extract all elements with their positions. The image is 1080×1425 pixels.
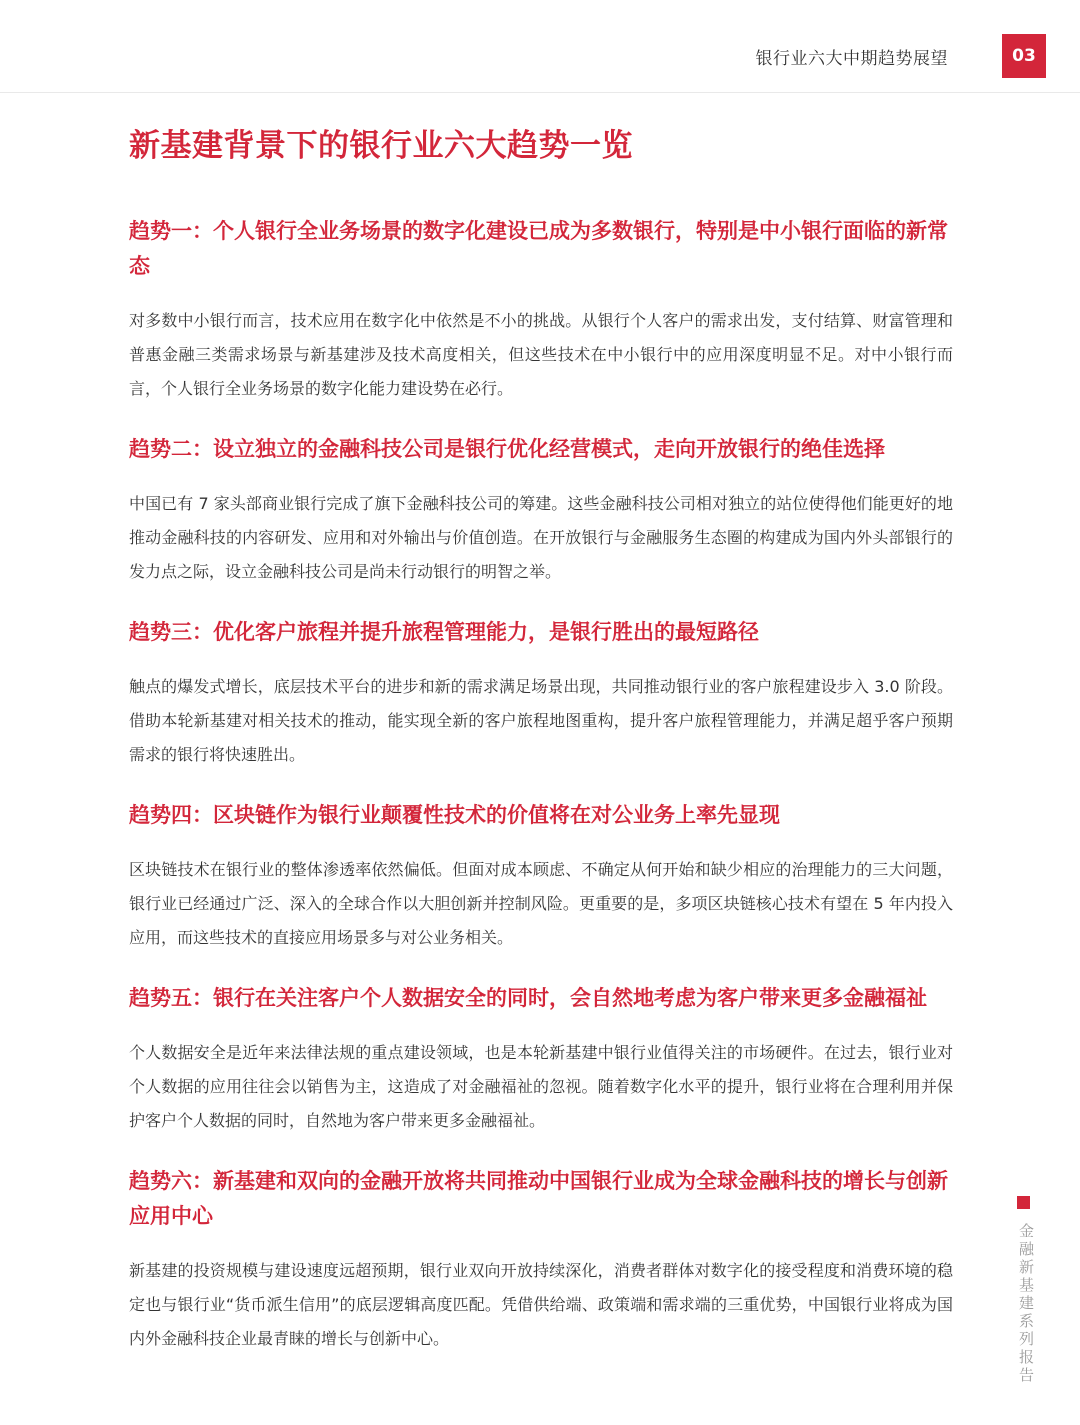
trend-section-6 (129, 1164, 953, 1356)
trend-section-2 (129, 432, 953, 589)
main-content (129, 124, 953, 1382)
page-number-badge: 03 (1002, 34, 1046, 78)
trend-title: 趋势三：优化客户旅程并提升旅程管理能力，是银行胜出的最短路径 (129, 620, 759, 644)
trend-title: 趋势四：区块链作为银行业颠覆性技术的价值将在对公业务上率先显现 (129, 803, 780, 827)
trend-section-5 (129, 981, 953, 1138)
trend-body: 中国已有 7 家头部商业银行完成了旗下金融科技公司的筹建。这些金融科技公司相对独立的站位使得他们能更好的地推动金融科技的内容研发、应用和对外输出与价值创造。在开放银行与金融服务生态圈的构建成为国内外头部银行的发力点之际，设立金融科技公司是尚未行动银行的明智之举。 (129, 494, 953, 581)
trend-title: 趋势五：银行在关注客户个人数据安全的同时，会自然地考虑为客户带来更多金融福祉 (129, 986, 927, 1010)
trend-body: 对多数中小银行而言，技术应用在数字化中依然是不小的挑战。从银行个人客户的需求出发，支付结算、财富管理和普惠金融三类需求场景与新基建涉及技术高度相关，但这些技术在中小银行中的应用深度明显不足。对中小银行而言，个人银行全业务场景的数字化能力建设势在必行。 (129, 311, 953, 398)
side-series-label (1013, 1196, 1043, 1385)
trend-body: 区块链技术在银行业的整体渗透率依然偏低。但面对成本顾虑、不确定从何开始和缺少相应的治理能力的三大问题，银行业已经通过广泛、深入的全球合作以大胆创新并控制风险。更重要的是，多项区块链核心技术有望在 5 年内投入应用，而这些技术的直接应用场景多与对公业务相关。 (129, 860, 953, 947)
trend-title: 趋势二：设立独立的金融科技公司是银行优化经营模式，走向开放银行的绝佳选择 (129, 437, 885, 461)
trend-title: 趋势六：新基建和双向的金融开放将共同推动中国银行业成为全球金融科技的增长与创新应用中心 (129, 1169, 948, 1228)
trend-body: 个人数据安全是近年来法律法规的重点建设领域，也是本轮新基建中银行业值得关注的市场硬件。在过去，银行业对个人数据的应用往往会以销售为主，这造成了对金融福祉的忽视。随着数字化水平的提升，银行业将在合理利用并保护客户个人数据的同时，自然地为客户带来更多金融福祉。 (129, 1043, 953, 1130)
side-series-text: 金融新基建系列报告 (1017, 1223, 1035, 1385)
trend-title: 趋势一：个人银行全业务场景的数字化建设已成为多数银行，特别是中小银行面临的新常态 (129, 219, 948, 278)
header-divider (0, 92, 1080, 93)
page-header (0, 0, 1080, 100)
trend-body: 触点的爆发式增长，底层技术平台的进步和新的需求满足场景出现，共同推动银行业的客户旅程建设步入 3.0 阶段。借助本轮新基建对相关技术的推动，能实现全新的客户旅程地图重构，提升客户旅程管理能力，并满足超乎客户预期需求的银行将快速胜出。 (129, 677, 953, 764)
trend-section-3 (129, 615, 953, 772)
red-square-marker (1017, 1196, 1030, 1209)
trend-body: 新基建的投资规模与建设速度远超预期，银行业双向开放持续深化，消费者群体对数字化的接受程度和消费环境的稳定也与银行业“货币派生信用”的底层逻辑高度匹配。凭借供给端、政策端和需求端的三重优势，中国银行业将成为国内外金融科技企业最青睐的增长与创新中心。 (129, 1261, 953, 1348)
trend-section-1 (129, 214, 953, 406)
header-title: 银行业六大中期趋势展望 (755, 49, 948, 69)
page-title: 新基建背景下的银行业六大趋势一览 (129, 128, 633, 164)
trend-section-4 (129, 798, 953, 955)
